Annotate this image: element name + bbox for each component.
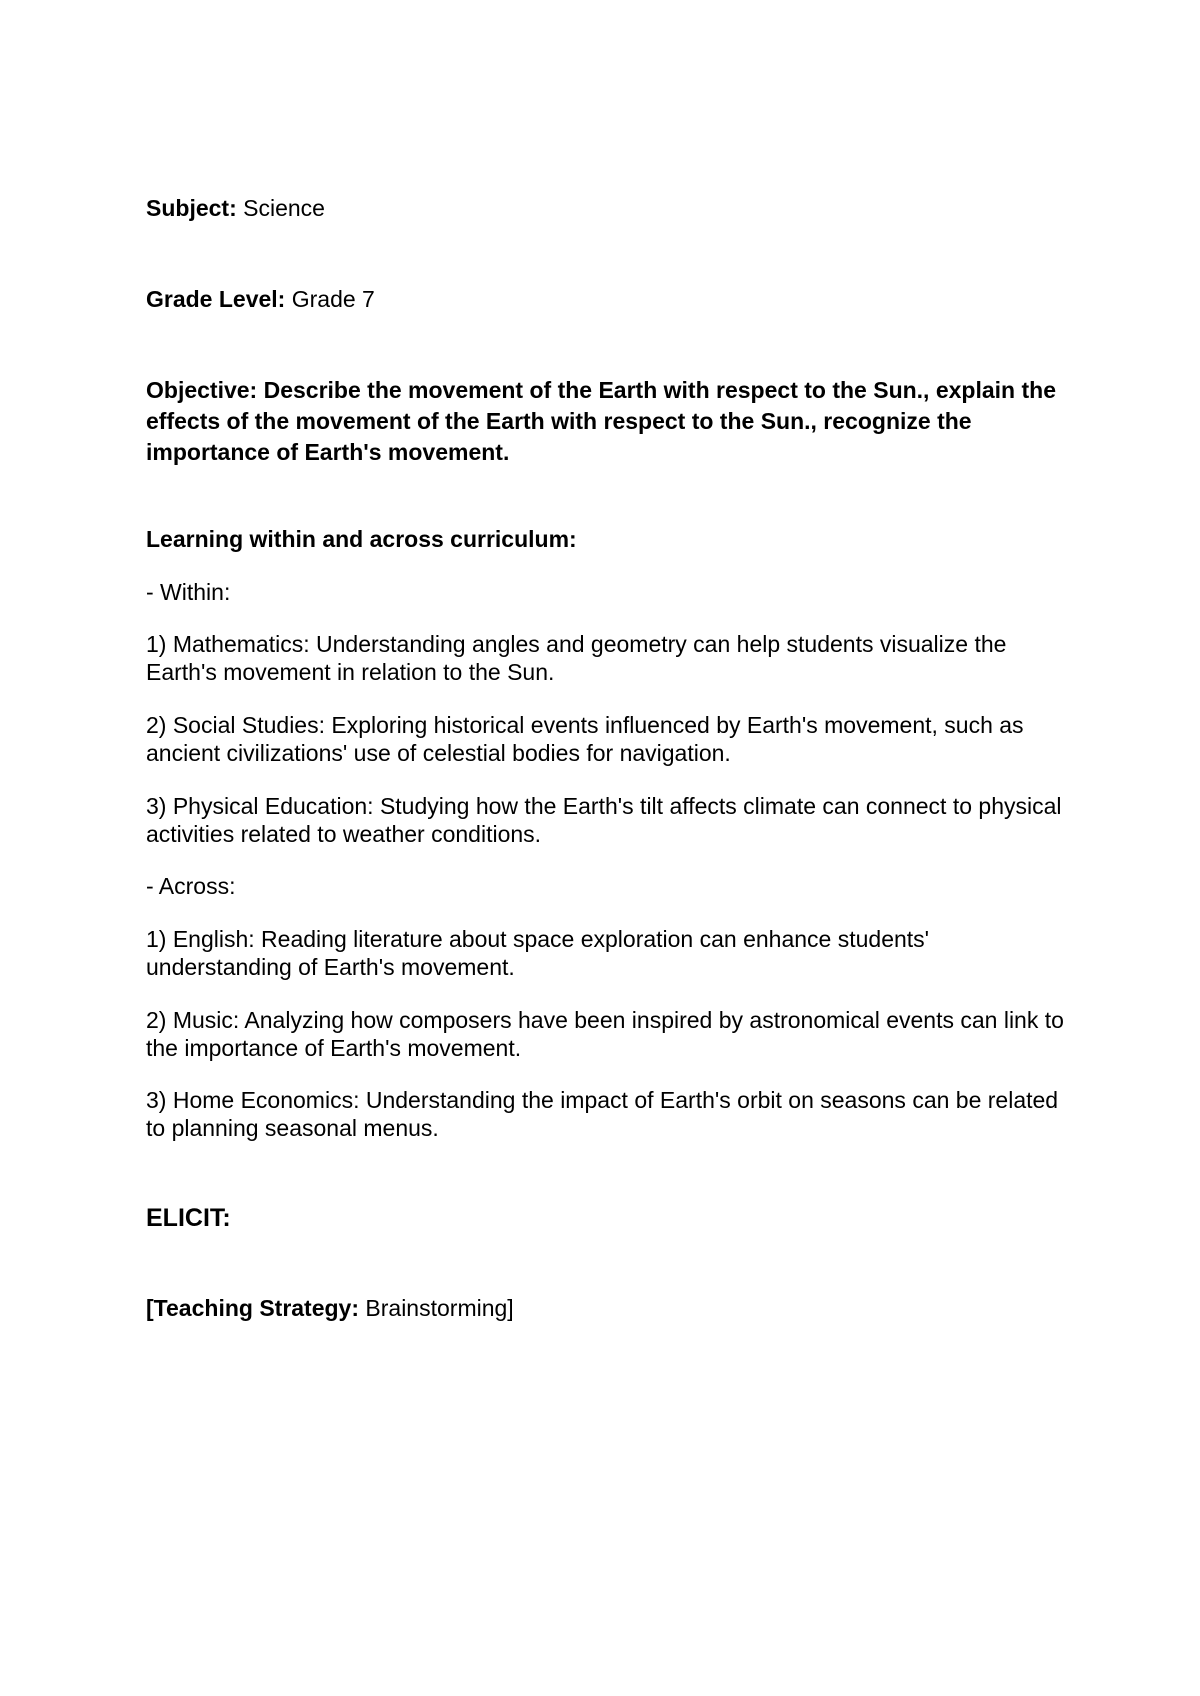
grade-level-label: Grade Level: xyxy=(146,286,286,312)
teaching-strategy-label: Teaching Strategy: xyxy=(153,1295,360,1321)
elicit-heading: ELICIT: xyxy=(146,1204,231,1232)
learning-heading: Learning within and across curriculum: xyxy=(146,526,577,552)
subject-value: Science xyxy=(236,195,325,221)
across-item-2: 2) Music: Analyzing how composers have been inspired by astronomical events can link to the importance of Earth's movement. xyxy=(146,1007,1064,1061)
grade-level-line xyxy=(146,285,1076,313)
teaching-strategy-line xyxy=(146,1294,1076,1322)
objective-text: Describe the movement of the Earth with respect to the Sun., explain the effects of the movement of the Earth with respect to the Sun., recognize the importance of Earth's movement. xyxy=(146,377,1056,465)
objective-paragraph xyxy=(146,375,1076,468)
within-item-3: 3) Physical Education: Studying how the Earth's tilt affects climate can connect to physical activities related to weather conditions. xyxy=(146,793,1062,847)
grade-level-value: Grade 7 xyxy=(285,286,375,312)
subject-label: Subject: xyxy=(146,195,237,221)
within-label: - Within: xyxy=(146,579,231,605)
across-label: - Across: xyxy=(146,873,236,899)
teaching-strategy-open-bracket: [ xyxy=(146,1295,154,1321)
subject-line xyxy=(146,194,1076,222)
objective-label: Objective: xyxy=(146,377,258,403)
teaching-strategy-value: Brainstorming] xyxy=(359,1295,514,1321)
within-item-2: 2) Social Studies: Exploring historical events influenced by Earth's movement, such as ancient civilizations' use of celestial bodies for navigation. xyxy=(146,712,1024,766)
across-item-3: 3) Home Economics: Understanding the impact of Earth's orbit on seasons can be related to planning seasonal menus. xyxy=(146,1087,1059,1141)
within-item-1: 1) Mathematics: Understanding angles and geometry can help students visualize the Earth's movement in relation to the Sun. xyxy=(146,631,1007,685)
across-item-1: 1) English: Reading literature about space exploration can enhance students' understanding of Earth's movement. xyxy=(146,926,930,980)
